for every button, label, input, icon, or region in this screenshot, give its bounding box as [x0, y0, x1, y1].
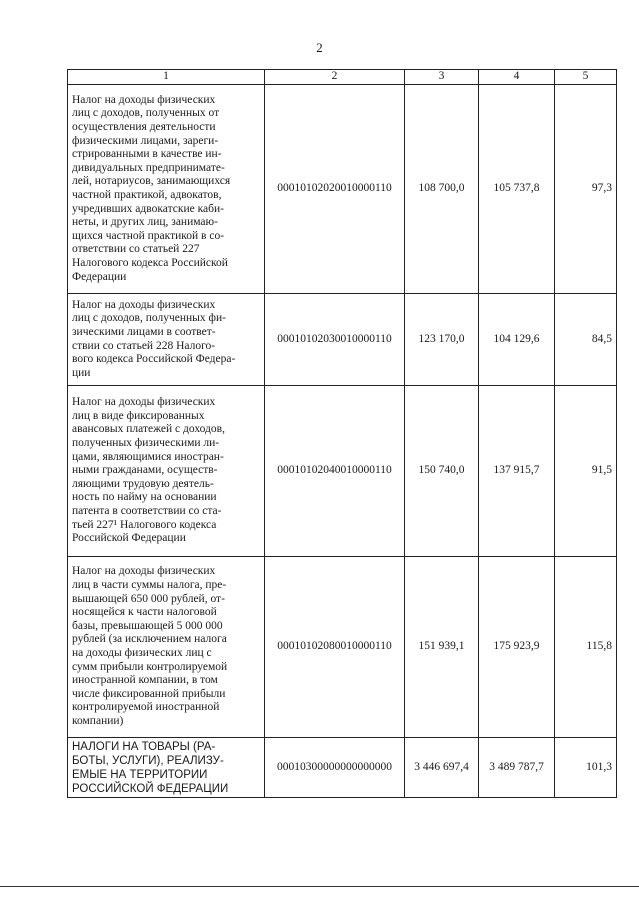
- tax-name-line: частной практикой, адвокатов,: [72, 189, 222, 201]
- plan-amount-cell: 150 740,0: [405, 386, 479, 557]
- tax-name-line: дивидуальных предпринимате-: [72, 161, 225, 174]
- tax-name-cell: [68, 85, 265, 294]
- tax-name-line: носящейся к части налоговой: [72, 606, 217, 619]
- tax-name-line: ляющими трудовую деятель-: [72, 477, 214, 490]
- tax-name-line: контролируемой иностранной: [72, 701, 220, 714]
- percent-cell: 84,5: [555, 294, 617, 386]
- tax-name-line: ответствии со статьей 227: [72, 243, 200, 256]
- actual-amount-cell: 104 129,6: [479, 294, 555, 386]
- tax-name-line: зическими лицами в соответ-: [72, 325, 216, 338]
- percent-cell: 101,3: [555, 738, 617, 798]
- budget-code-cell: 00010102020010000110: [265, 85, 405, 294]
- tax-name-line: ствии со статьей 228 Налого-: [72, 339, 216, 352]
- tax-name-line: лиц в виде фиксированных: [72, 409, 205, 422]
- percent-cell: 115,8: [555, 557, 617, 738]
- tax-name-line: числе фиксированной прибыли: [72, 687, 226, 700]
- budget-code-cell: 00010102030010000110: [265, 294, 405, 386]
- tax-name-line: авансовых платежей с доходов,: [72, 423, 225, 436]
- tax-name-line: на доходы физических лиц с: [72, 647, 212, 659]
- tax-name-line: неты, и других лиц, занимаю-: [72, 216, 218, 229]
- tax-name-line: ции: [72, 366, 91, 379]
- budget-code-cell: 00010102040010000110: [265, 386, 405, 557]
- tax-name-line: Налог на доходы физических: [72, 298, 216, 311]
- tax-name-line: лиц с доходов, полученных фи-: [72, 312, 226, 325]
- tax-name-line: рублей (за исключением налога: [72, 633, 227, 646]
- revenue-table: [67, 69, 617, 798]
- tax-name-line: ность по найму на основании: [72, 491, 217, 504]
- tax-name-line: лиц с доходов, полученных от: [72, 107, 220, 120]
- budget-code-cell: 00010102080010000110: [265, 557, 405, 738]
- actual-amount-cell: 105 737,8: [479, 85, 555, 294]
- tax-name-line: ЕМЫЕ НА ТЕРРИТОРИИ: [72, 768, 208, 781]
- plan-amount-cell: 108 700,0: [405, 85, 479, 294]
- budget-code-cell: 00010300000000000000: [265, 738, 405, 798]
- tax-name-line: вышающей 650 000 рублей, от-: [72, 592, 225, 605]
- tax-name-line: полученных физическими ли-: [72, 437, 220, 450]
- table-row: [68, 85, 617, 294]
- tax-name-line: БОТЫ, УСЛУГИ), РЕАЛИЗУ-: [72, 754, 224, 767]
- tax-name-cell: [68, 557, 265, 738]
- tax-name-line: тьей 227¹ Налогового кодекса: [72, 518, 217, 531]
- tax-name-line: НАЛОГИ НА ТОВАРЫ (РА-: [72, 740, 216, 753]
- tax-name-line: физическими лицами, зареги-: [72, 134, 219, 147]
- tax-name-line: стрированными в качестве ин-: [72, 148, 222, 161]
- tax-name-line: сумм прибыли контролируемой: [72, 660, 228, 673]
- plan-amount-cell: 123 170,0: [405, 294, 479, 386]
- tax-name-line: ными гражданами, осуществ-: [72, 464, 218, 477]
- tax-name-cell: [68, 294, 265, 386]
- tax-name-line: вого кодекса Российской Федера-: [72, 353, 236, 366]
- percent-cell: 91,5: [555, 386, 617, 557]
- tax-name-line: Налог на доходы физических: [72, 396, 216, 409]
- table-row: [68, 386, 617, 557]
- tax-name-line: Налог на доходы физических: [72, 565, 216, 578]
- tax-name-line: Российской Федерации: [72, 532, 186, 545]
- plan-amount-cell: 3 446 697,4: [405, 738, 479, 798]
- actual-amount-cell: 137 915,7: [479, 386, 555, 557]
- table-row: [68, 294, 617, 386]
- page-bottom-rule: [0, 886, 639, 887]
- tax-name-line: РОССИЙСКОЙ ФЕДЕРАЦИИ: [72, 782, 229, 795]
- column-number-2: 2: [265, 70, 405, 85]
- column-number-1: 1: [68, 70, 265, 85]
- tax-name-line: компании): [72, 714, 124, 727]
- tax-name-line: учредивших адвокатские каби-: [72, 202, 224, 215]
- tax-name-line: иностранной компании, в том: [72, 674, 218, 687]
- tax-name-cell: [68, 738, 265, 798]
- column-number-4: 4: [479, 70, 555, 85]
- actual-amount-cell: 3 489 787,7: [479, 738, 555, 798]
- tax-name-line: Федерации: [72, 270, 127, 283]
- tax-name-line: патента в соответствии со ста-: [72, 504, 222, 517]
- plan-amount-cell: 151 939,1: [405, 557, 479, 738]
- tax-name-line: лиц в части суммы налога, пре-: [72, 579, 227, 592]
- actual-amount-cell: 175 923,9: [479, 557, 555, 738]
- page-number: 2: [316, 40, 323, 55]
- tax-name-line: Налог на доходы физических: [72, 93, 216, 106]
- tax-name-line: базы, превышающей 5 000 000: [72, 619, 223, 632]
- tax-name-line: Налогового кодекса Российской: [72, 256, 228, 269]
- tax-name-line: лей, нотариусов, занимающихся: [72, 175, 231, 188]
- tax-name-cell: [68, 386, 265, 557]
- tax-name-line: щихся частной практикой в со-: [72, 229, 225, 242]
- column-number-5: 5: [555, 70, 617, 85]
- tax-name-line: осуществления деятельности: [72, 121, 216, 134]
- percent-cell: 97,3: [555, 85, 617, 294]
- table-header-row: [68, 70, 617, 85]
- table-row: [68, 738, 617, 798]
- column-number-3: 3: [405, 70, 479, 85]
- tax-name-line: цами, являющимися иностран-: [72, 450, 224, 463]
- table-row: [68, 557, 617, 738]
